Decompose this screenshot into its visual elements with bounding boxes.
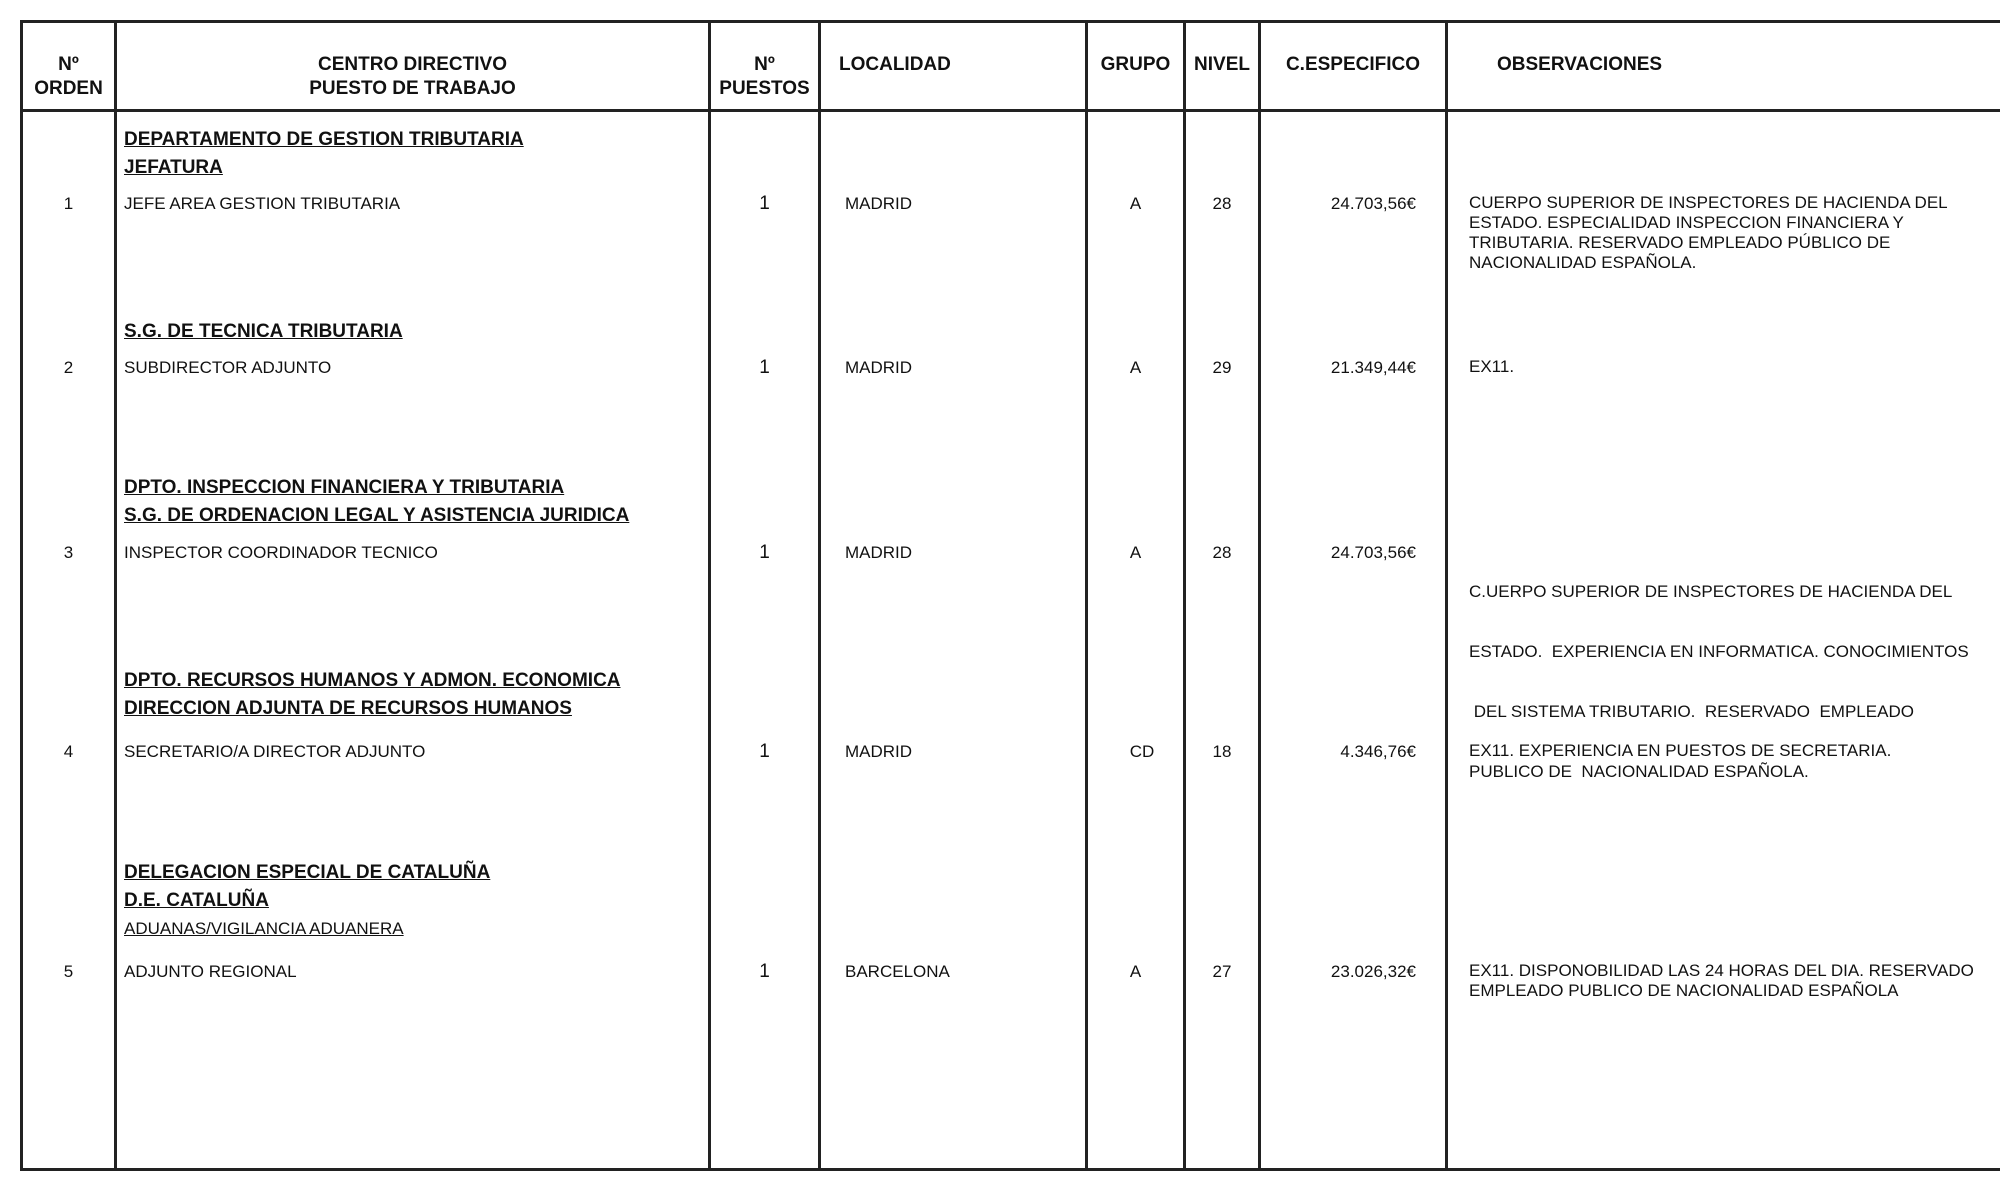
row-grupo: A xyxy=(1129,543,1142,562)
obs-line: EX11. EXPERIENCIA EN PUESTOS DE SECRETARIA. xyxy=(1469,741,1892,760)
row-especifico: 23.026,32€ xyxy=(1330,962,1416,981)
row-num-puestos: 1 xyxy=(759,193,770,214)
section-heading: DPTO. INSPECCION FINANCIERA Y TRIBUTARIA xyxy=(124,477,565,498)
header-grupo: GRUPO xyxy=(1100,54,1171,75)
header-observaciones: OBSERVACIONES xyxy=(1497,54,1663,75)
header-orden xyxy=(23,53,114,101)
row-orden: 5 xyxy=(63,962,74,981)
row-orden: 4 xyxy=(63,742,74,761)
section-heading: DELEGACION ESPECIAL DE CATALUÑA xyxy=(124,862,491,883)
row-orden: 3 xyxy=(63,543,74,562)
obs-line: EX11. DISPONOBILIDAD LAS 24 HORAS DEL DIA. RESERVADO xyxy=(1469,961,1974,980)
row-grupo: A xyxy=(1129,962,1142,981)
header-orden-line1: Nº xyxy=(58,54,79,75)
section-heading: S.G. DE TECNICA TRIBUTARIA xyxy=(124,321,403,342)
obs-line: PUBLICO DE NACIONALIDAD ESPAÑOLA. xyxy=(1469,762,1809,781)
row-nivel: 29 xyxy=(1212,358,1232,377)
header-nivel: NIVEL xyxy=(1194,54,1250,75)
row-localidad: MADRID xyxy=(845,742,913,761)
row-orden: 1 xyxy=(63,194,74,213)
header-centro-line1: CENTRO DIRECTIVO xyxy=(318,54,507,75)
row-nivel: 28 xyxy=(1212,194,1232,213)
row-orden: 2 xyxy=(63,358,74,377)
row-num-puestos: 1 xyxy=(759,961,770,982)
obs-line: CUERPO SUPERIOR DE INSPECTORES DE HACIENDA DEL xyxy=(1469,193,1948,212)
header-divider xyxy=(20,109,2000,112)
row-puesto: SUBDIRECTOR ADJUNTO xyxy=(124,358,332,377)
section-heading: JEFATURA xyxy=(124,157,223,178)
section-heading: D.E. CATALUÑA xyxy=(124,890,269,911)
row-especifico: 21.349,44€ xyxy=(1330,358,1416,377)
row-especifico: 4.346,76€ xyxy=(1340,742,1416,761)
row-puesto: ADJUNTO REGIONAL xyxy=(124,962,297,981)
obs-line: DEL SISTEMA TRIBUTARIO. RESERVADO EMPLEADO xyxy=(1469,702,1914,721)
col-divider-3 xyxy=(818,20,821,1171)
row-nivel: 28 xyxy=(1212,543,1232,562)
section-heading: DEPARTAMENTO DE GESTION TRIBUTARIA xyxy=(124,129,524,150)
row-localidad: MADRID xyxy=(845,543,913,562)
row-localidad: MADRID xyxy=(845,358,913,377)
row-grupo: CD xyxy=(1129,742,1155,761)
obs-line: ESTADO. EXPERIENCIA EN INFORMATICA. CONOCIMIENTOS xyxy=(1469,642,1969,661)
row-num-puestos: 1 xyxy=(759,357,770,378)
row-observaciones xyxy=(1469,357,2000,377)
header-orden-line2: ORDEN xyxy=(34,78,103,99)
row-nivel: 18 xyxy=(1212,742,1232,761)
row-localidad: MADRID xyxy=(845,194,913,213)
header-centro-line2: PUESTO DE TRABAJO xyxy=(309,78,516,99)
subsection-heading: ADUANAS/VIGILANCIA ADUANERA xyxy=(124,919,404,938)
row-observaciones xyxy=(1469,961,2000,1001)
row-puesto: INSPECTOR COORDINADOR TECNICO xyxy=(124,543,438,562)
row-especifico: 24.703,56€ xyxy=(1330,543,1416,562)
row-localidad: BARCELONA xyxy=(845,962,950,981)
section-heading: S.G. DE ORDENACION LEGAL Y ASISTENCIA JURIDICA xyxy=(124,505,630,526)
obs-line: NACIONALIDAD ESPAÑOLA. xyxy=(1469,253,1697,272)
row-especifico: 24.703,56€ xyxy=(1330,194,1416,213)
obs-line: ESTADO. ESPECIALIDAD INSPECCION FINANCIERA Y xyxy=(1469,213,1904,232)
section-heading: DPTO. RECURSOS HUMANOS Y ADMON. ECONOMICA xyxy=(124,670,621,691)
row-num-puestos: 1 xyxy=(759,741,770,762)
section-heading: DIRECCION ADJUNTA DE RECURSOS HUMANOS xyxy=(124,698,572,719)
row-num-puestos: 1 xyxy=(759,542,770,563)
row-observaciones xyxy=(1469,542,2000,822)
obs-line: EMPLEADO PUBLICO DE NACIONALIDAD ESPAÑOLA xyxy=(1469,981,1899,1000)
col-divider-1 xyxy=(114,20,117,1171)
row-grupo: A xyxy=(1129,358,1142,377)
row-puesto: SECRETARIO/A DIRECTOR ADJUNTO xyxy=(124,742,426,761)
header-puestos xyxy=(711,53,818,101)
header-puestos-line2: PUESTOS xyxy=(719,78,810,99)
row-observaciones xyxy=(1469,741,2000,761)
row-nivel: 27 xyxy=(1212,962,1232,981)
header-centro xyxy=(117,53,708,101)
header-especifico: C.ESPECIFICO xyxy=(1285,54,1421,75)
row-observaciones xyxy=(1469,193,2000,273)
header-localidad: LOCALIDAD xyxy=(839,54,951,75)
obs-line: C.UERPO SUPERIOR DE INSPECTORES DE HACIENDA DEL xyxy=(1469,582,1953,601)
header-puestos-line1: Nº xyxy=(754,54,775,75)
row-grupo: A xyxy=(1129,194,1142,213)
obs-line: TRIBUTARIA. RESERVADO EMPLEADO PÚBLICO DE xyxy=(1469,233,1891,252)
col-divider-7 xyxy=(1445,20,1448,1171)
row-puesto: JEFE AREA GESTION TRIBUTARIA xyxy=(124,194,401,213)
obs-line: EX11. xyxy=(1469,357,1515,376)
